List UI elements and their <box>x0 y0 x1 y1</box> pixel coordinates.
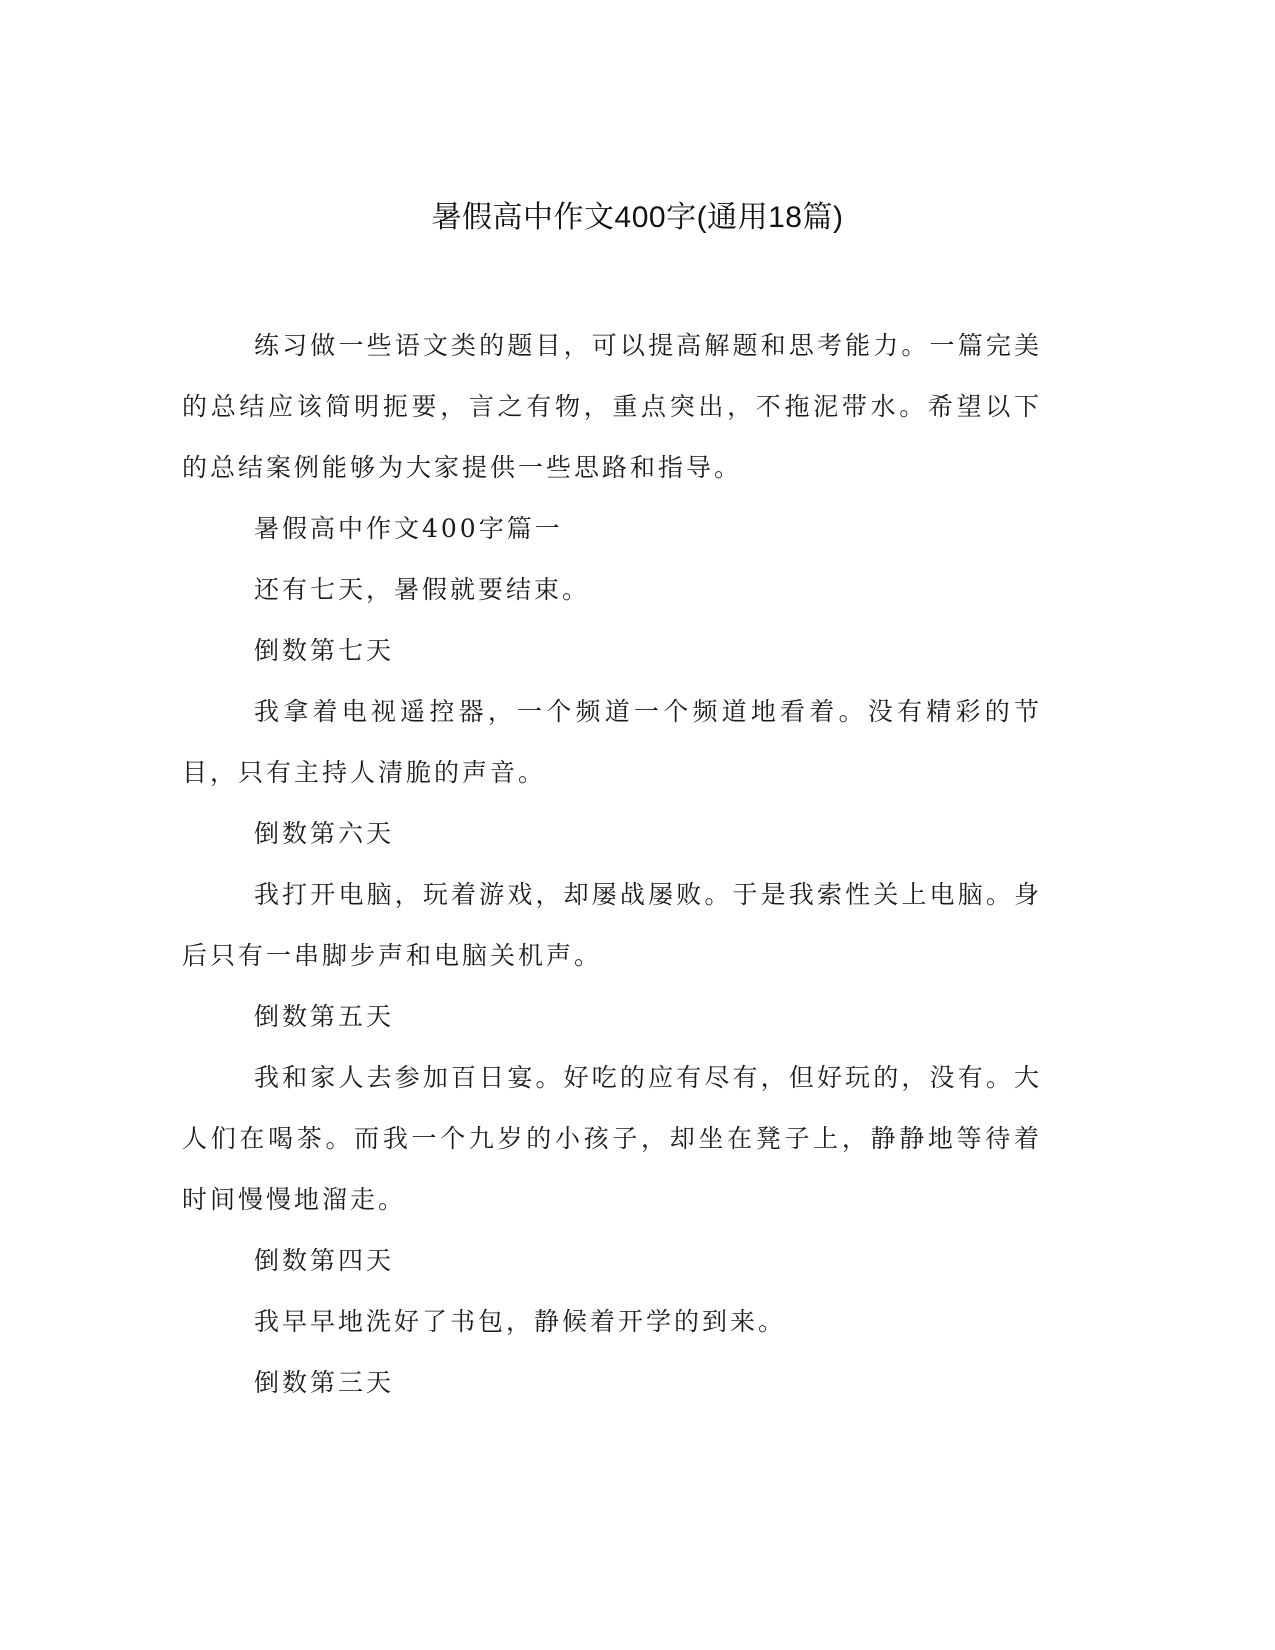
body-paragraph: 我拿着电视遥控器，一个频道一个频道地看着。没有精彩的节目，只有主持人清脆的声音。 <box>182 697 1042 787</box>
document-body <box>182 315 1042 1413</box>
intro-paragraph: 练习做一些语文类的题目，可以提高解题和思考能力。一篇完美的总结应该简明扼要，言之有物，重点突出，不拖泥带水。希望以下的总结案例能够为大家提供一些思路和指导。 <box>182 331 1042 482</box>
body-paragraph: 我打开电脑，玩着游戏，却屡战屡败。于是我索性关上电脑。身后只有一串脚步声和电脑关机声。 <box>182 880 1042 970</box>
day-heading: 倒数第七天 <box>254 636 395 665</box>
day-heading: 倒数第四天 <box>254 1246 395 1275</box>
day-heading: 倒数第六天 <box>254 819 395 848</box>
body-paragraph: 我和家人去参加百日宴。好吃的应有尽有，但好玩的，没有。大人们在喝茶。而我一个九岁的小孩子，却坐在凳子上，静静地等待着时间慢慢地溜走。 <box>182 1063 1042 1214</box>
day-heading: 倒数第三天 <box>254 1368 395 1397</box>
body-paragraph: 我早早地洗好了书包，静候着开学的到来。 <box>254 1307 787 1336</box>
section-heading: 暑假高中作文400字篇一 <box>254 514 563 543</box>
day-heading: 倒数第五天 <box>254 1002 395 1031</box>
document-title: 暑假高中作文400字(通用18篇) <box>431 201 844 234</box>
body-paragraph: 还有七天，暑假就要结束。 <box>254 575 591 604</box>
